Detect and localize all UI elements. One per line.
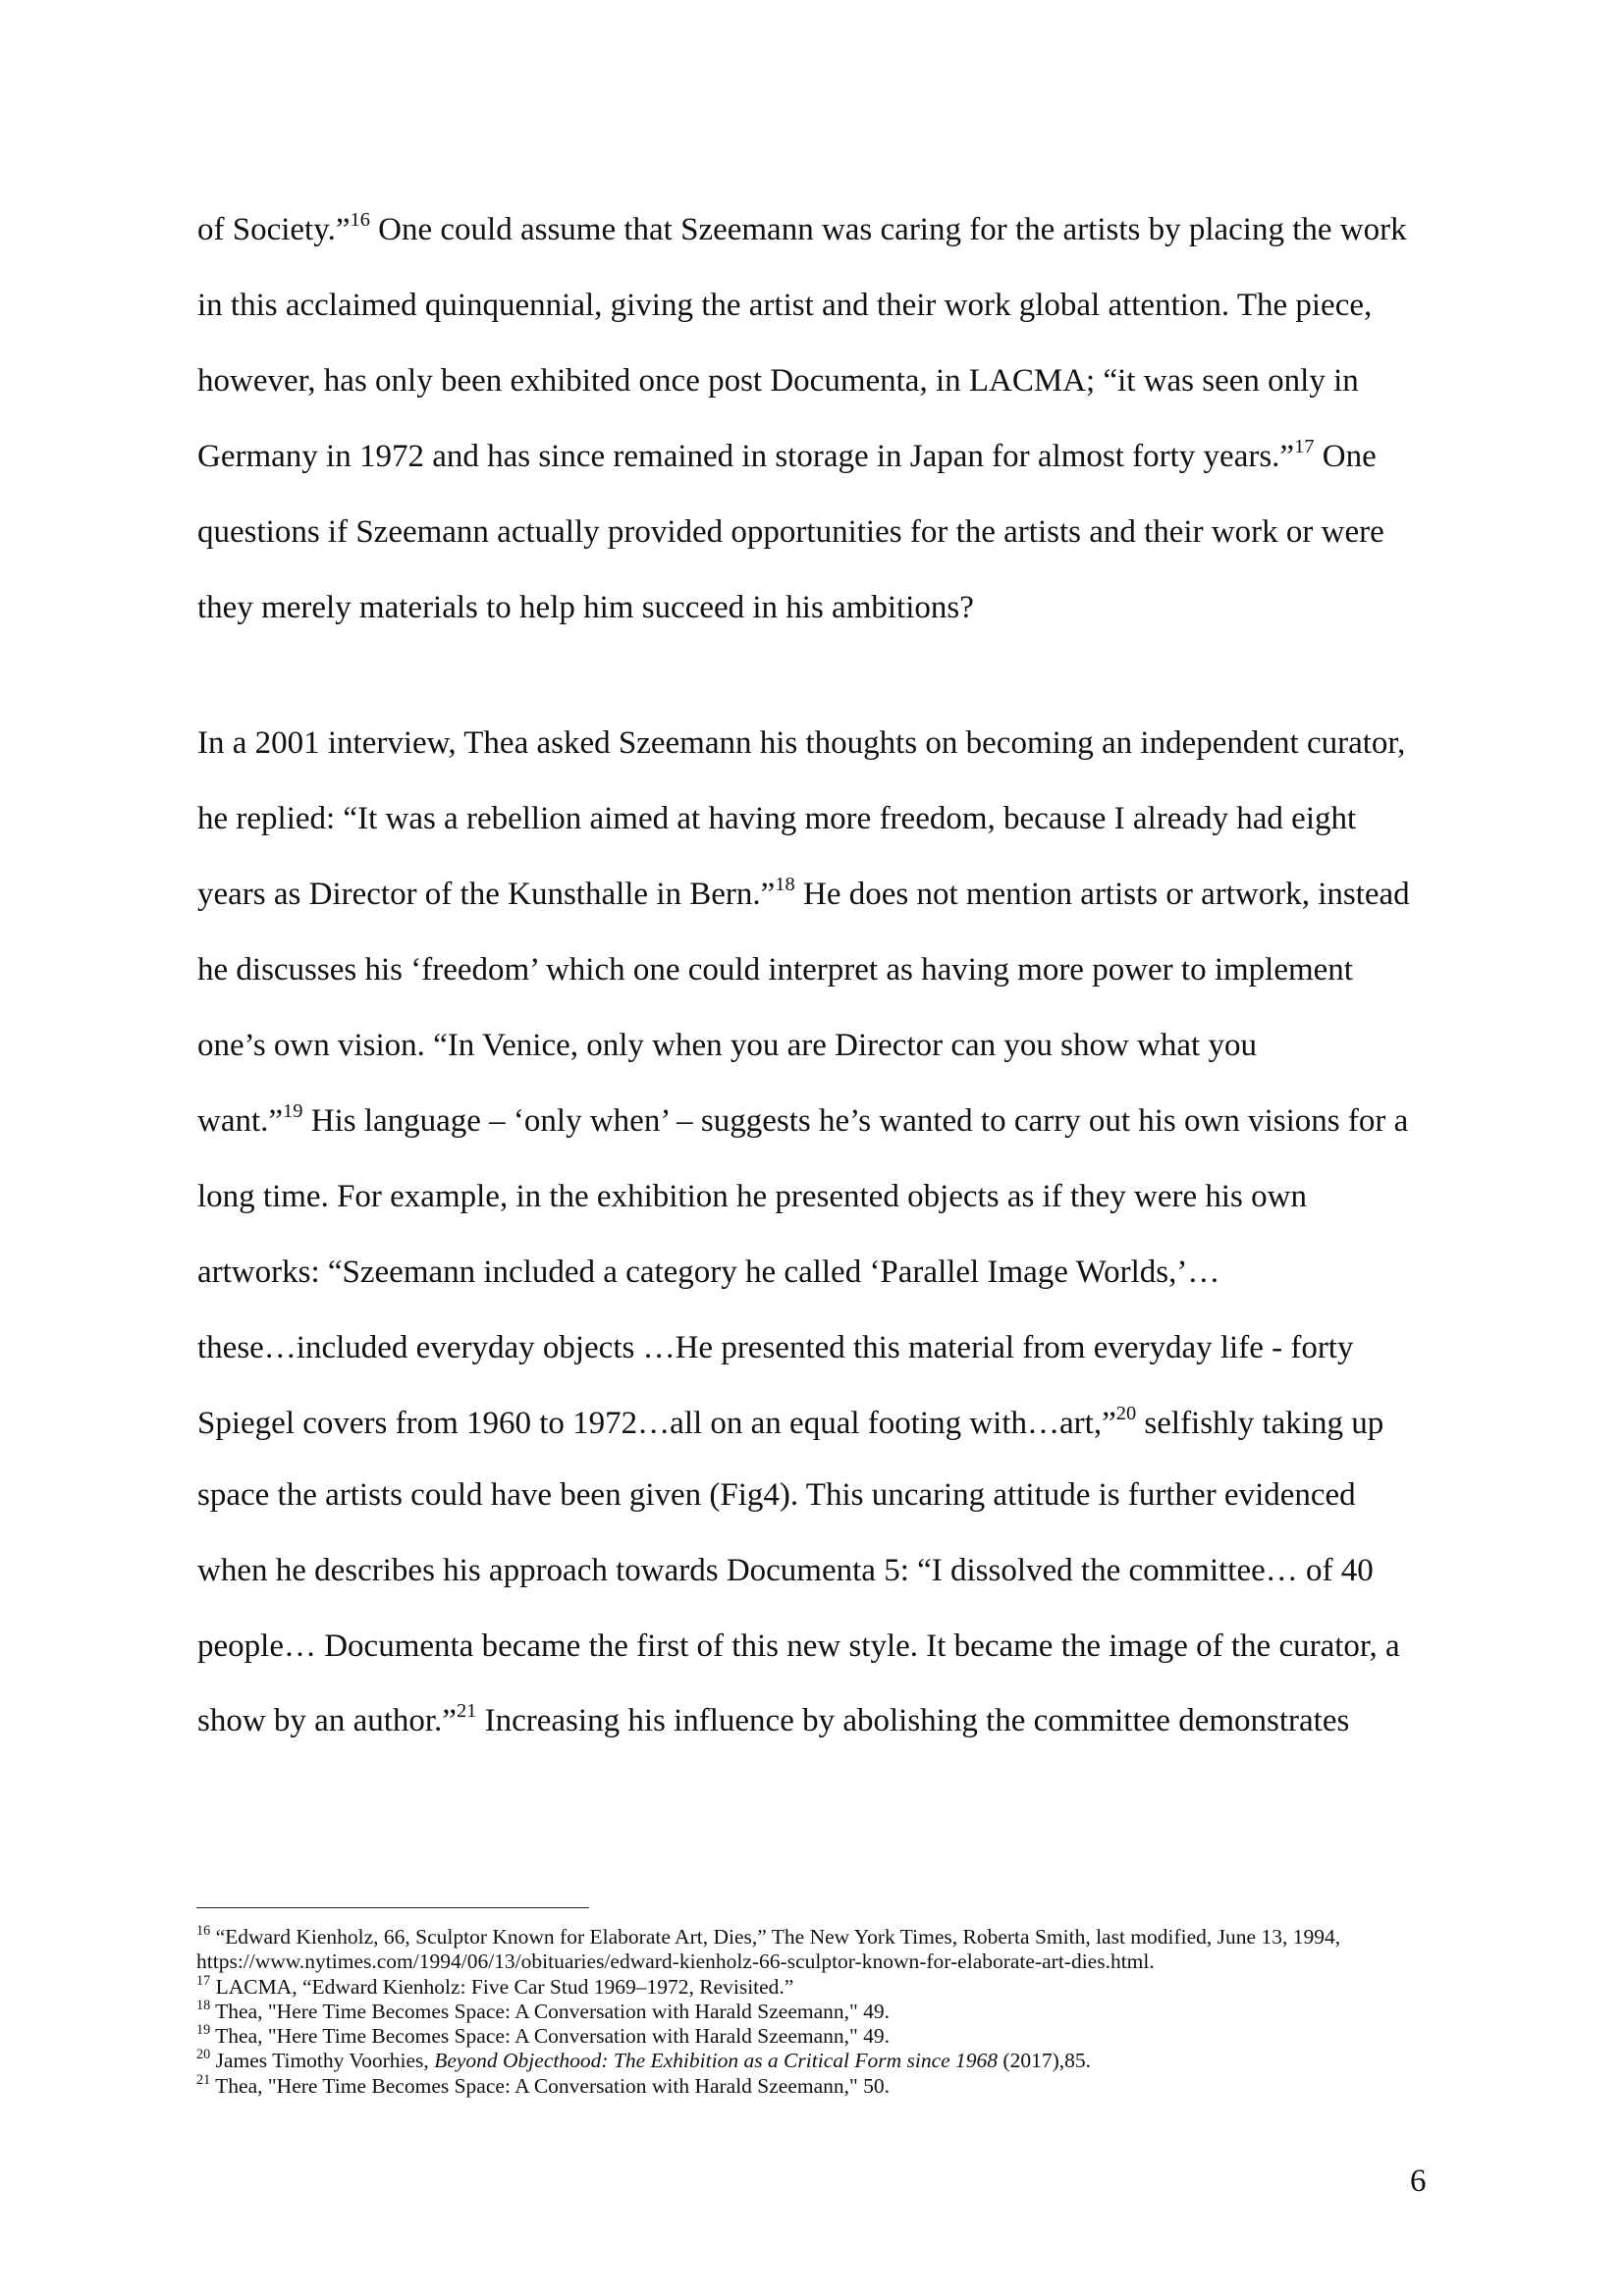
book-title: Beyond Objecthood: The Exhibition as a Critical Form since 1968 [434,2049,999,2072]
body-line: when he describes his approach towards Documenta 5: “I dissolved the committee… of 40 [197,1553,1374,1588]
footnote-ref-20[interactable]: 20 [1115,1403,1137,1425]
body-line: space the artists could have been given (Fig4). This uncaring attitude is further evidenced [197,1477,1356,1513]
footnote-21: $^{21}$ Thea, "Here Time Becomes Space: A Conversation with Harald Szeemann," 50. [196,2072,891,2098]
body-line: people… Documenta became the first of this new style. It became the image of the curator, a [197,1629,1400,1664]
body-line: one’s own vision. “In Venice, only when you are Director can you show what you [197,1028,1257,1063]
footnote-16: $^{16}$ “Edward Kienholz, 66, Sculptor Known for Elaborate Art, Dies,” The New York Times, Roberta Smith, last modified, June 13, 1994, [196,1923,1341,1949]
footnote-ref-16[interactable]: 16 [350,209,370,232]
footnote-ref-19[interactable]: 19 [283,1100,303,1123]
footnote-link[interactable]: https://www.nytimes.com/1994/06/13/obituaries/edward-kienholz-66-sculptor-known-for-elaborate-art-dies.html. [196,1949,1155,1973]
body-line: of Society.”$^{16}$ One could assume that Szeemann was caring for the artists by placing the work [197,209,1407,247]
body-line: however, has only been exhibited once post Documenta, in LACMA; “it was seen only in [197,363,1359,399]
body-line: questions if Szeemann actually provided opportunities for the artists and their work or were [197,514,1384,550]
body-line: years as Director of the Kunsthalle in Bern.”$^{18}$ He does not mention artists or artwork, instead [197,874,1410,912]
body-line: In a 2001 interview, Thea asked Szeemann his thoughts on becoming an independent curator, [197,725,1406,761]
footnote-16-url[interactable] [196,1951,1155,1973]
body-line: he discusses his ‘freedom’ which one could interpret as having more power to implement [197,952,1353,988]
footnote-ref-21[interactable]: 21 [456,1700,477,1723]
body-line: Spiegel covers from 1960 to 1972…all on an equal footing with…art,”$^{20}$ selfishly taking up [197,1403,1384,1441]
page-number: 6 [1410,2163,1427,2199]
footnote-separator [196,1907,589,1908]
body-line: these…included everyday objects …He presented this material from everyday life - forty [197,1330,1354,1365]
footnote-18: $^{18}$ Thea, "Here Time Becomes Space: A Conversation with Harald Szeemann," 49. [196,1998,891,2023]
footnote-20: $^{20}$ James Timothy Voorhies, Beyond Objecthood: The Exhibition as a Critical Form since 1968 (2017),85. [196,2047,1091,2072]
body-line: in this acclaimed quinquennial, giving the artist and their work global attention. The piece, [197,288,1373,323]
body-line: long time. For example, in the exhibition he presented objects as if they were his own [197,1179,1307,1214]
body-line: he replied: “It was a rebellion aimed at having more freedom, because I already had eight [197,801,1357,836]
footnote-17: $^{17}$ LACMA, “Edward Kienholz: Five Car Stud 1969–1972, Revisited.” [196,1973,794,1999]
footnote-ref-18[interactable]: 18 [775,874,795,896]
footnote-19: $^{19}$ Thea, "Here Time Becomes Space: A Conversation with Harald Szeemann," 49. [196,2022,891,2048]
body-line: artworks: “Szeemann included a category he called ‘Parallel Image Worlds,’… [197,1255,1220,1290]
footnote-ref-17[interactable]: 17 [1294,436,1315,458]
body-line: Germany in 1972 and has since remained in storage in Japan for almost forty years.”$^{17}$ One [197,436,1377,474]
body-line: show by an author.”$^{21}$ Increasing his influence by abolishing the committee demonstrates [197,1700,1350,1738]
body-line: they merely materials to help him succeed in his ambitions? [197,590,974,625]
body-line: want.”$^{19}$ His language – ‘only when’ – suggests he’s wanted to carry out his own visions for a [197,1100,1409,1139]
